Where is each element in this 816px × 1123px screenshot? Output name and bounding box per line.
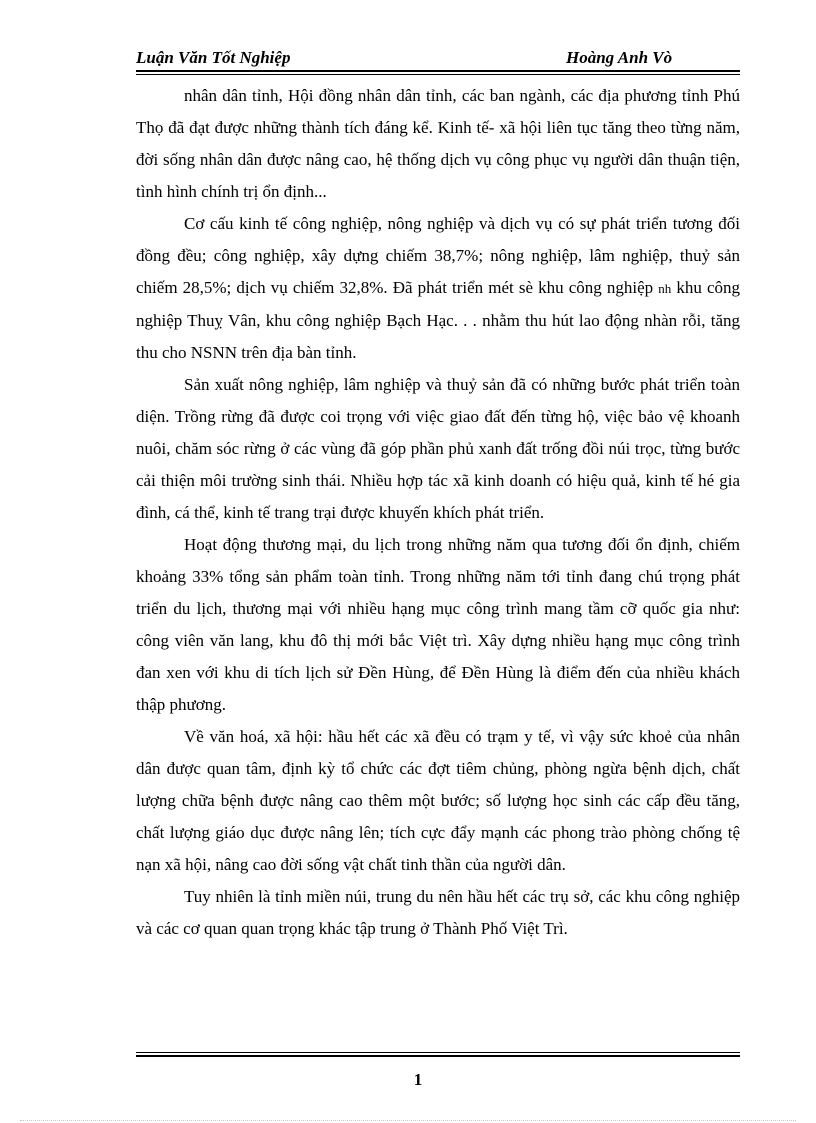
footer-rule-thick — [136, 1055, 740, 1057]
paragraph-1: nhân dân tỉnh, Hội đồng nhân dân tỉnh, các ban ngành, các địa phương tỉnh Phú Thọ đã đạt được những thành tích đáng kể. Kinh tế- xã hội liên tục tăng theo từng năm, đời sống nhân dân được nâng cao, hệ thống dịch vụ công phục vụ người dân thuận tiện, tình hình chính trị ổn định... — [136, 86, 740, 201]
page-edge-dotted-line — [20, 1120, 796, 1121]
paragraph-2-part-a: Cơ cấu kinh tế công nghiệp, nông nghiệp và dịch vụ có sự phát triển tương đối đồng đều; công nghiệp, xây dựng chiếm 38,7%; nông nghiệp, lâm nghiệp, thuỷ sản chiếm 28,5%; dịch vụ chiếm 32,8%. Đã phát triển mét sè khu công nghiệp — [136, 214, 740, 297]
body-text — [136, 80, 740, 945]
header-rule-thick — [136, 70, 740, 72]
running-header — [136, 48, 740, 70]
header-author: Hoàng Anh Vò — [566, 48, 673, 67]
paragraph-6: Tuy nhiên là tỉnh miền núi, trung du nên hầu hết các trụ sở, các khu công nghiệp và các cơ quan quan trọng khác tập trung ở Thành Phố Việt Trì. — [136, 887, 740, 938]
page-number: 1 — [413, 1070, 423, 1089]
paragraph-2 — [136, 208, 740, 369]
paragraph-4: Hoạt động thương mại, du lịch trong những năm qua tương đối ổn định, chiếm khoảng 33% tổng sản phẩm toàn tỉnh. Trong những năm tới tỉnh đang chú trọng phát triển du lịch, thương mại với nhiều hạng mục công trình mang tầm cỡ quốc gia như: công viên văn lang, khu đô thị mới bắc Việt trì. Xây dựng nhiều hạng mục công trình đan xen với khu di tích lịch sử Đền Hùng, để Đền Hùng là điểm đến của nhiều khách thập phương. — [136, 535, 740, 714]
header-title: Luận Văn Tốt Nghiệp — [136, 48, 291, 67]
paragraph-5: Về văn hoá, xã hội: hầu hết các xã đều có trạm y tế, vì vậy sức khoẻ của nhân dân được quan tâm, định kỳ tổ chức các đợt tiêm chủng, phòng ngừa bệnh dịch, chất lượng chữa bệnh được nâng cao thêm một bước; số lượng học sinh các cấp đều tăng, chất lượng giáo dục được nâng lên; tích cực đẩy mạnh các phong trào phòng chống tệ nạn xã hội, nâng cao đời sống vật chất tinh thần của người dân. — [136, 727, 740, 874]
paragraph-2-part-c: khu công nghiệp Thuỵ Vân, khu công nghiệp Bạch Hạc. . . nhằm thu hút lao động nhàn rỗi, tăng thu cho NSNN trên địa bàn tỉnh. — [136, 278, 740, 362]
footer-rule-thin — [136, 1052, 740, 1053]
paragraph-3: Sản xuất nông nghiệp, lâm nghiệp và thuỷ sản đã có những bước phát triển toàn diện. Trồng rừng đã được coi trọng với việc giao đất đến từng hộ, việc bảo vệ khoanh nuôi, chăm sóc rừng ở các vùng đã góp phần phủ xanh đất trống đồi núi trọc, từng bước cải thiện môi trường sinh thái. Nhiều hợp tác xã kinh doanh có hiệu quả, kinh tế hé gia đình, cá thể, kinh tế trang trại được khuyến khích phát triển. — [136, 375, 740, 522]
paragraph-2-part-b: nh — [658, 281, 672, 296]
header-rule-thin — [136, 74, 740, 75]
